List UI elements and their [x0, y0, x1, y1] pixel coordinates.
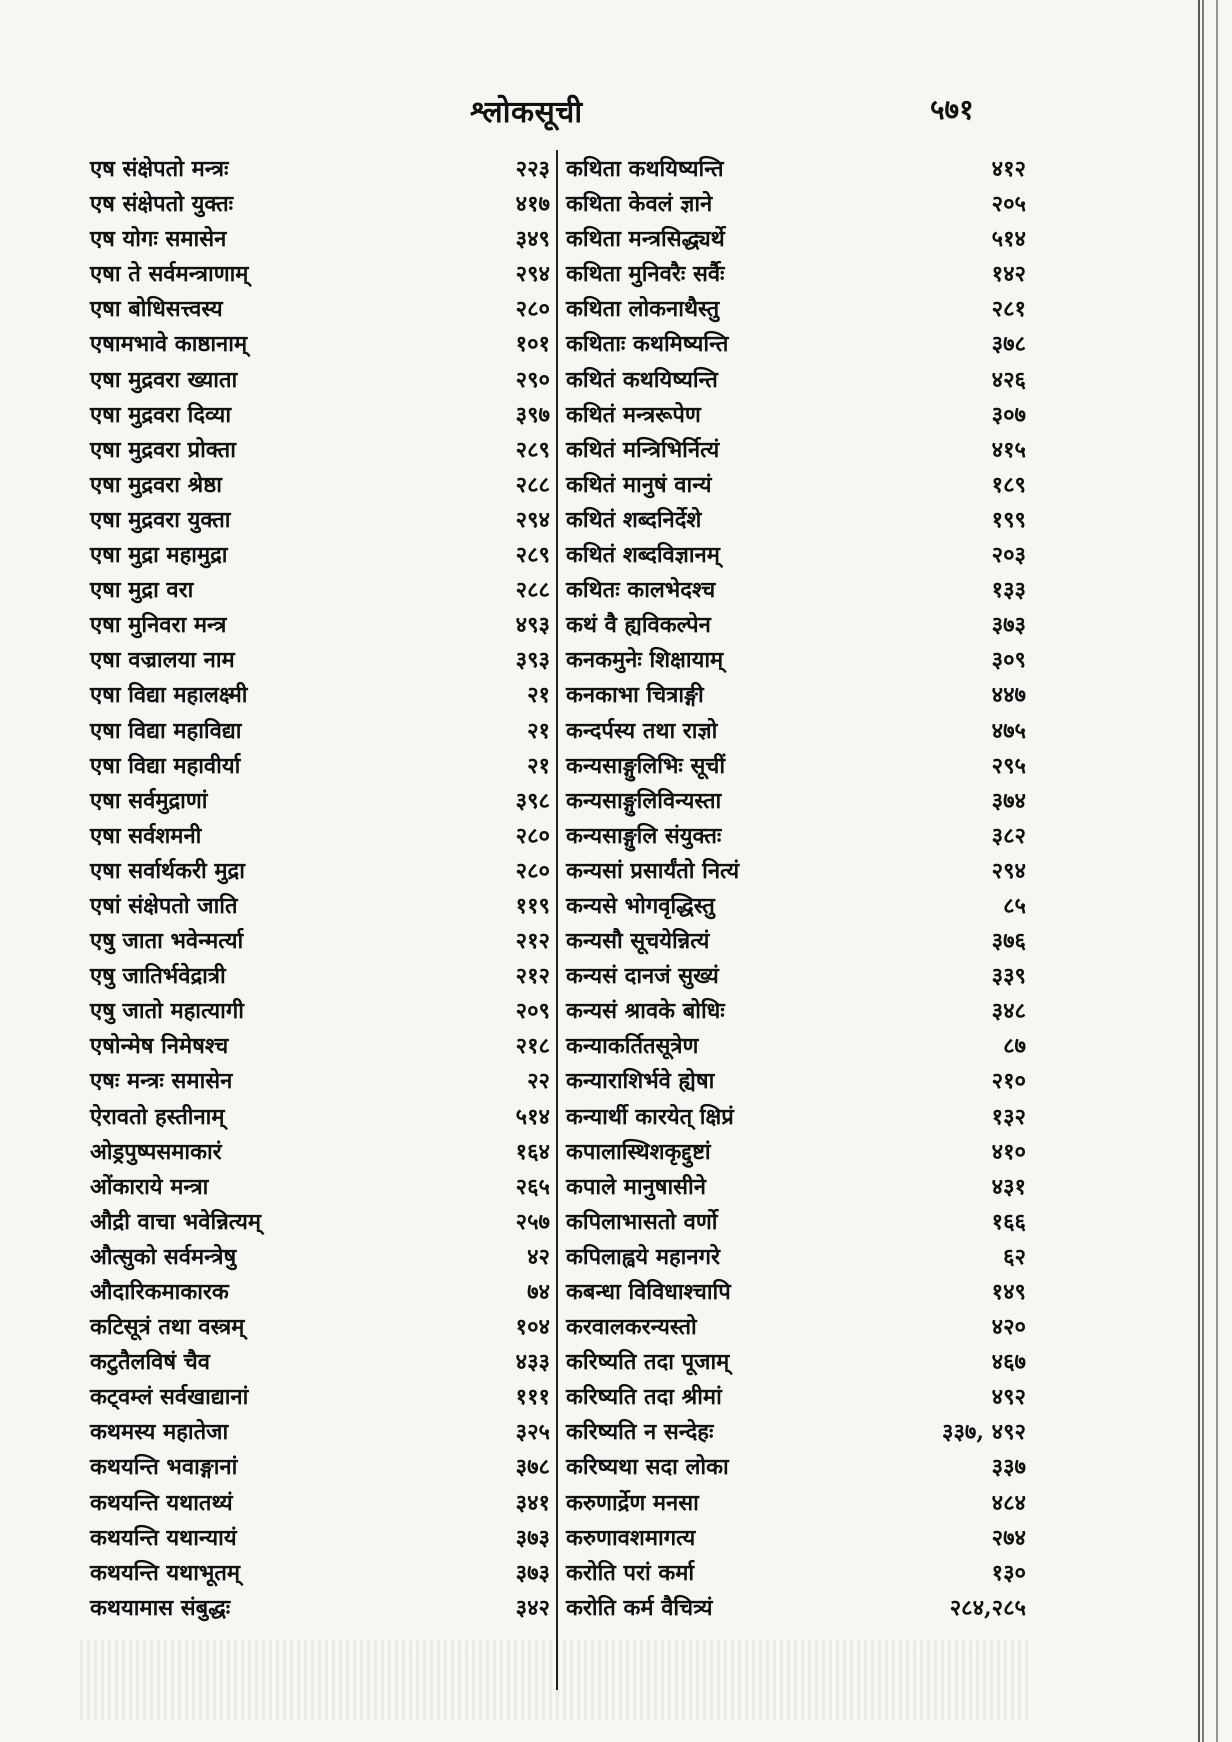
index-entry — [90, 1064, 550, 1099]
verse-text: कथयन्ति यथान्यायं — [90, 1524, 237, 1551]
page-reference: ४३१ — [991, 1173, 1026, 1200]
page-reference: ३४९ — [515, 226, 550, 253]
page-reference: ३०७ — [991, 401, 1026, 428]
page-reference: ८५ — [1003, 892, 1026, 919]
verse-text: एषा सर्वमुद्राणां — [90, 787, 208, 814]
verse-text: एषा विद्या महालक्ष्मी — [90, 682, 248, 709]
left-column — [90, 152, 550, 1626]
page-reference: ३९३ — [515, 647, 550, 674]
page-reference: २१ — [527, 717, 550, 744]
index-entry — [566, 503, 1026, 538]
index-entry — [566, 819, 1026, 854]
verse-text: कन्यसाङ्गुलि संयुक्तः — [566, 822, 722, 849]
page-reference: ३७३ — [515, 1524, 550, 1551]
page-reference: २६५ — [515, 1173, 550, 1200]
index-entry — [566, 433, 1026, 468]
index-entry — [90, 327, 550, 362]
index-entry — [90, 714, 550, 749]
index-entry — [566, 222, 1026, 257]
index-entry — [90, 1275, 550, 1310]
index-entry — [566, 1450, 1026, 1485]
verse-text: कथिता मुनिवरैः सर्वैः — [566, 261, 725, 288]
verse-text: कथितं शब्दनिर्देशे — [566, 506, 702, 533]
page-reference: १४२ — [991, 261, 1026, 288]
index-entry — [566, 784, 1026, 819]
index-entry — [90, 1240, 550, 1275]
verse-text: एषा विद्या महावीर्या — [90, 752, 241, 779]
index-entry — [90, 292, 550, 327]
index-entry — [90, 1029, 550, 1064]
verse-text: एषा मुद्रा वरा — [90, 577, 194, 604]
page-reference: ३७६ — [991, 928, 1026, 955]
index-entry — [90, 1591, 550, 1626]
verse-text: एषा विद्या महाविद्या — [90, 717, 242, 744]
index-entry — [90, 1450, 550, 1485]
verse-text: कथयामास संबुद्धः — [90, 1594, 231, 1621]
verse-text: एषा मुद्रा महामुद्रा — [90, 542, 228, 569]
verse-text: एष संक्षेपतो युक्तः — [90, 191, 234, 218]
index-entry — [90, 573, 550, 608]
page-reference: १३२ — [991, 1103, 1026, 1130]
page-reference: ३३७, ४९२ — [942, 1419, 1026, 1446]
page-reference: ८७ — [1003, 1033, 1026, 1060]
index-entry — [566, 398, 1026, 433]
index-entry — [566, 327, 1026, 362]
index-entry — [90, 363, 550, 398]
verse-text: कन्याकर्तितसूत्रेण — [566, 1033, 699, 1060]
page-reference: ४८४ — [991, 1489, 1026, 1516]
page-reference: ७४ — [527, 1279, 550, 1305]
verse-text: एषा मुद्रवरा ख्याता — [90, 366, 238, 393]
page-reference: २९४ — [515, 506, 550, 533]
index-entry — [566, 1029, 1026, 1064]
page-reference: २०९ — [515, 998, 550, 1025]
verse-text: कथमस्य महातेजा — [90, 1419, 229, 1446]
page-reference: ११९ — [515, 892, 550, 919]
index-entry — [566, 1135, 1026, 1170]
index-entry — [90, 468, 550, 503]
page-reference: १३३ — [991, 577, 1026, 604]
index-entry — [90, 433, 550, 468]
page-reference: ३४८ — [991, 998, 1026, 1025]
verse-text: एष संक्षेपतो मन्त्रः — [90, 156, 229, 182]
verse-text: औत्सुको सर्वमन्त्रेषु — [90, 1243, 237, 1270]
page-reference: १९९ — [991, 506, 1026, 533]
index-entry — [90, 1345, 550, 1380]
page-reference: ४२ — [527, 1243, 550, 1270]
index-entry — [566, 854, 1026, 889]
verse-text: करोति परां कर्मा — [566, 1559, 695, 1586]
verse-text: कन्यसौ सूचयेन्नित्यं — [566, 928, 710, 955]
verse-text: कन्यसाङ्गुलिभिः सूचीं — [566, 752, 726, 779]
verse-text: कथयन्ति यथाभूतम् — [90, 1559, 241, 1586]
page-reference: २१२ — [515, 928, 550, 955]
page-reference: ४९३ — [515, 612, 550, 639]
page-number: ५७१ — [930, 93, 974, 126]
page-reference: २१२ — [515, 963, 550, 990]
index-entry — [566, 363, 1026, 398]
verse-text: एषा मुनिवरा मन्त्र — [90, 612, 227, 639]
index-entry — [90, 538, 550, 573]
index-entry — [90, 678, 550, 713]
index-entry — [566, 714, 1026, 749]
page-reference: २८९ — [515, 436, 550, 463]
index-entry — [566, 1170, 1026, 1205]
verse-text: एषः मन्त्रः समासेन — [90, 1068, 233, 1095]
index-entry — [90, 152, 550, 187]
page-reference: ३७३ — [991, 612, 1026, 639]
index-entry — [566, 678, 1026, 713]
index-entry — [566, 749, 1026, 784]
verse-text: कथितं मन्त्ररूपेण — [566, 401, 701, 428]
page-reference: २१ — [527, 682, 550, 709]
index-entry — [90, 222, 550, 257]
page-reference: २९४ — [515, 261, 550, 288]
verse-text: एषु जातो महात्यागी — [90, 998, 244, 1025]
verse-text: एषा बोधिसत्त्वस्य — [90, 296, 223, 323]
page-reference: ३४२ — [515, 1594, 550, 1621]
verse-text: एषा वज्रालया नाम — [90, 647, 235, 674]
verse-text: कथितं शब्दविज्ञानम् — [566, 542, 720, 569]
verse-text: कपाले मानुषासीने — [566, 1173, 706, 1200]
page-reference: ३९७ — [515, 401, 550, 428]
page-reference: ४१७ — [515, 191, 550, 218]
page-reference: २८० — [515, 822, 550, 849]
index-entry — [90, 994, 550, 1029]
verse-text: एषा मुद्रवरा प्रोक्ता — [90, 436, 236, 463]
index-entry — [566, 1240, 1026, 1275]
index-entry — [566, 152, 1026, 187]
index-entry — [90, 1521, 550, 1556]
page-reference: ४६७ — [991, 1349, 1026, 1376]
index-entry — [90, 924, 550, 959]
verse-text: कथिता केवलं ज्ञाने — [566, 191, 713, 218]
verse-text: औद्री वाचा भवेन्नित्यम् — [90, 1208, 262, 1235]
index-entry — [90, 854, 550, 889]
verse-text: कपिलाह्वये महानगरे — [566, 1243, 720, 1270]
page-header — [0, 82, 1232, 132]
index-entry — [90, 503, 550, 538]
index-entry — [90, 749, 550, 784]
verse-text: कट्वम्लं सर्वखाद्यानां — [90, 1384, 249, 1411]
index-entry — [566, 608, 1026, 643]
index-entry — [566, 924, 1026, 959]
verse-text: करोति कर्म वैचित्र्यं — [566, 1594, 713, 1621]
verse-text: कन्यसं दानजं सुख्यं — [566, 963, 719, 990]
page-reference: २८४,२८५ — [949, 1594, 1026, 1621]
page-reference: ३४१ — [515, 1489, 550, 1516]
page-reference: १११ — [515, 1384, 550, 1411]
page-reference: २९० — [515, 366, 550, 393]
page-reference: ३७८ — [991, 331, 1026, 358]
verse-text: कन्यसाङ्गुलिविन्यस्ता — [566, 787, 722, 814]
index-entry — [566, 1064, 1026, 1099]
page-reference: १०४ — [515, 1314, 550, 1341]
page-reference: २८० — [515, 857, 550, 884]
index-entry — [90, 1310, 550, 1345]
scan-noise — [80, 1640, 1030, 1720]
verse-text: कन्यार्थी कारयेत् क्षिप्रं — [566, 1103, 734, 1130]
index-entry — [90, 257, 550, 292]
verse-text: कथिताः कथमिष्यन्ति — [566, 331, 729, 358]
page-reference: ४१२ — [991, 156, 1026, 182]
index-entry — [566, 292, 1026, 327]
index-entry — [566, 1415, 1026, 1450]
index-entry — [566, 994, 1026, 1029]
verse-text: एषु जातिर्भवेद्रात्री — [90, 963, 226, 990]
verse-text: एषां संक्षेपतो जाति — [90, 892, 238, 919]
verse-text: एषा ते सर्वमन्त्राणाम् — [90, 261, 249, 288]
page-reference: ३३९ — [991, 963, 1026, 990]
index-entry — [90, 643, 550, 678]
verse-text: एषा सर्वार्थकरी मुद्रा — [90, 857, 245, 884]
verse-text: कपालास्थिशकृद्दुष्टां — [566, 1138, 711, 1165]
index-entry — [566, 1380, 1026, 1415]
page-reference: २२ — [527, 1068, 550, 1095]
index-entry — [566, 1100, 1026, 1135]
index-entry — [566, 257, 1026, 292]
verse-text: कथयन्ति यथातथ्यं — [90, 1489, 233, 1516]
index-entry — [90, 398, 550, 433]
page-reference: ३३७ — [991, 1454, 1026, 1481]
page-reference: १६४ — [515, 1138, 550, 1165]
page-reference: २०३ — [991, 542, 1026, 569]
verse-text: ऐरावतो हस्तीनाम् — [90, 1103, 225, 1130]
index-entry — [566, 1556, 1026, 1591]
verse-text: एषा सर्वशमनी — [90, 822, 202, 849]
verse-text: ओड्रपुष्पसमाकारं — [90, 1138, 222, 1165]
page-reference: १३० — [991, 1559, 1026, 1586]
verse-text: कथितः कालभेदश्च — [566, 577, 716, 604]
verse-text: एष योगः समासेन — [90, 226, 227, 253]
page-reference: १६६ — [991, 1208, 1026, 1235]
index-entry — [566, 1345, 1026, 1380]
verse-text: कन्याराशिर्भवे ह्येषा — [566, 1068, 715, 1095]
verse-text: कथितं कथयिष्यन्ति — [566, 366, 718, 393]
verse-text: एषामभावे काष्ठानाम् — [90, 331, 248, 358]
verse-text: कपिलाभासतो वर्णो — [566, 1208, 718, 1235]
index-entry — [90, 608, 550, 643]
index-entry — [90, 1380, 550, 1415]
page-reference: २१८ — [515, 1033, 550, 1060]
index-entry — [90, 1205, 550, 1240]
index-entry — [90, 819, 550, 854]
page-reference: २९४ — [991, 857, 1026, 884]
page-reference: ३९८ — [515, 787, 550, 814]
index-entry — [566, 1275, 1026, 1310]
page-reference: १०१ — [515, 331, 550, 358]
verse-text: कन्यसं श्रावके बोधिः — [566, 998, 725, 1025]
page-reference: २७४ — [991, 1524, 1026, 1551]
column-divider — [556, 150, 558, 1690]
page-reference: ३७३ — [515, 1559, 550, 1586]
index-entry — [566, 1310, 1026, 1345]
page-reference: ५१४ — [991, 226, 1026, 253]
verse-text: कनकमुनेः शिक्षायाम् — [566, 647, 724, 674]
index-entry — [566, 643, 1026, 678]
page-reference: २८० — [515, 296, 550, 323]
page-reference: २१ — [527, 752, 550, 779]
index-entry — [566, 1486, 1026, 1521]
index-entry — [566, 1521, 1026, 1556]
page-reference: ४७५ — [991, 717, 1026, 744]
index-entry — [566, 468, 1026, 503]
page-reference: १४९ — [991, 1279, 1026, 1305]
index-entry — [566, 573, 1026, 608]
index-entry — [90, 187, 550, 222]
index-entry — [566, 538, 1026, 573]
page-reference: १८९ — [991, 471, 1026, 498]
page-reference: २८१ — [991, 296, 1026, 323]
verse-text: करिष्यति तदा श्रीमां — [566, 1384, 722, 1411]
verse-text: करवालकरन्यस्तो — [566, 1314, 697, 1341]
verse-text: कथिता कथयिष्यन्ति — [566, 156, 724, 182]
verse-text: कथिता मन्त्रसिद्ध्यर्थे — [566, 226, 725, 253]
page-reference: ३७४ — [991, 787, 1026, 814]
page-reference: २०५ — [991, 191, 1026, 218]
page-reference: ४१० — [991, 1138, 1026, 1165]
verse-text: करुणार्द्रेण मनसा — [566, 1489, 699, 1516]
page-edge-line — [1216, 0, 1218, 1742]
page-reference: २९५ — [991, 752, 1026, 779]
verse-text: एषा मुद्रवरा श्रेष्ठा — [90, 471, 222, 498]
index-entry — [90, 1135, 550, 1170]
verse-text: करिष्यथा सदा लोका — [566, 1454, 729, 1481]
verse-text: ओंकाराये मन्त्रा — [90, 1173, 209, 1200]
page-reference: ४४७ — [991, 682, 1026, 709]
page-reference: २१० — [991, 1068, 1026, 1095]
page-reference: ३७८ — [515, 1454, 550, 1481]
page-reference: ६२ — [1003, 1243, 1026, 1270]
verse-text: एषोन्मेष निमेषश्च — [90, 1033, 229, 1060]
verse-text: कथितं मानुषं वान्यं — [566, 471, 712, 498]
page-reference: २२३ — [515, 156, 550, 182]
page-reference: २८८ — [515, 577, 550, 604]
verse-text: एषा मुद्रवरा दिव्या — [90, 401, 232, 428]
verse-text: करिष्यति न सन्देहः — [566, 1419, 714, 1446]
page-reference: ४२० — [991, 1314, 1026, 1341]
verse-text: कन्यसे भोगवृद्धिस्तु — [566, 892, 715, 919]
index-entry — [90, 1100, 550, 1135]
verse-text: एषु जाता भवेन्मर्त्या — [90, 928, 244, 955]
verse-text: औदारिकमाकारक — [90, 1279, 229, 1305]
page-reference: २५७ — [515, 1208, 550, 1235]
verse-text: एषा मुद्रवरा युक्ता — [90, 506, 231, 533]
index-entry — [90, 1170, 550, 1205]
verse-text: कनकाभा चित्राङ्गी — [566, 682, 704, 709]
index-entry — [566, 959, 1026, 994]
page-reference: २८८ — [515, 471, 550, 498]
verse-text: कन्दर्पस्य तथा राज्ञो — [566, 717, 718, 744]
page-reference: ३२५ — [515, 1419, 550, 1446]
index-entry — [90, 1486, 550, 1521]
page-reference: ४२६ — [991, 366, 1026, 393]
index-entry — [566, 1205, 1026, 1240]
index-entry — [90, 959, 550, 994]
verse-text: कटिसूत्रं तथा वस्त्रम् — [90, 1314, 245, 1341]
verse-text: करिष्यति तदा पूजाम् — [566, 1349, 730, 1376]
verse-text: कटुतैलविषं चैव — [90, 1349, 210, 1376]
page-title: श्लोकसूची — [470, 95, 583, 130]
page-reference: ३०९ — [991, 647, 1026, 674]
verse-text: कथं वै ह्यविकल्पेन — [566, 612, 711, 639]
page-reference: ३८२ — [991, 822, 1026, 849]
index-entry — [90, 784, 550, 819]
index-entry — [566, 889, 1026, 924]
right-column — [566, 152, 1026, 1626]
page-reference: २८९ — [515, 542, 550, 569]
page-edge-shadow — [1198, 0, 1204, 1742]
page-reference: ४३३ — [515, 1349, 550, 1376]
index-entry — [90, 1415, 550, 1450]
page-reference: ५१४ — [515, 1103, 550, 1130]
page-reference: ४९२ — [991, 1384, 1026, 1411]
index-entry — [90, 889, 550, 924]
verse-text: कन्यसां प्रसार्यंतो नित्यं — [566, 857, 740, 884]
verse-text: करुणावशमागत्य — [566, 1524, 696, 1551]
index-entry — [90, 1556, 550, 1591]
page-reference: ४१५ — [991, 436, 1026, 463]
verse-text: कथयन्ति भवाङ्गानां — [90, 1454, 238, 1481]
index-entry — [566, 187, 1026, 222]
verse-text: कबन्धा विविधाश्चापि — [566, 1279, 731, 1305]
verse-text: कथितं मन्त्रिभिर्नित्यं — [566, 436, 720, 463]
verse-text: कथिता लोकनाथैस्तु — [566, 296, 720, 323]
index-entry — [566, 1591, 1026, 1626]
